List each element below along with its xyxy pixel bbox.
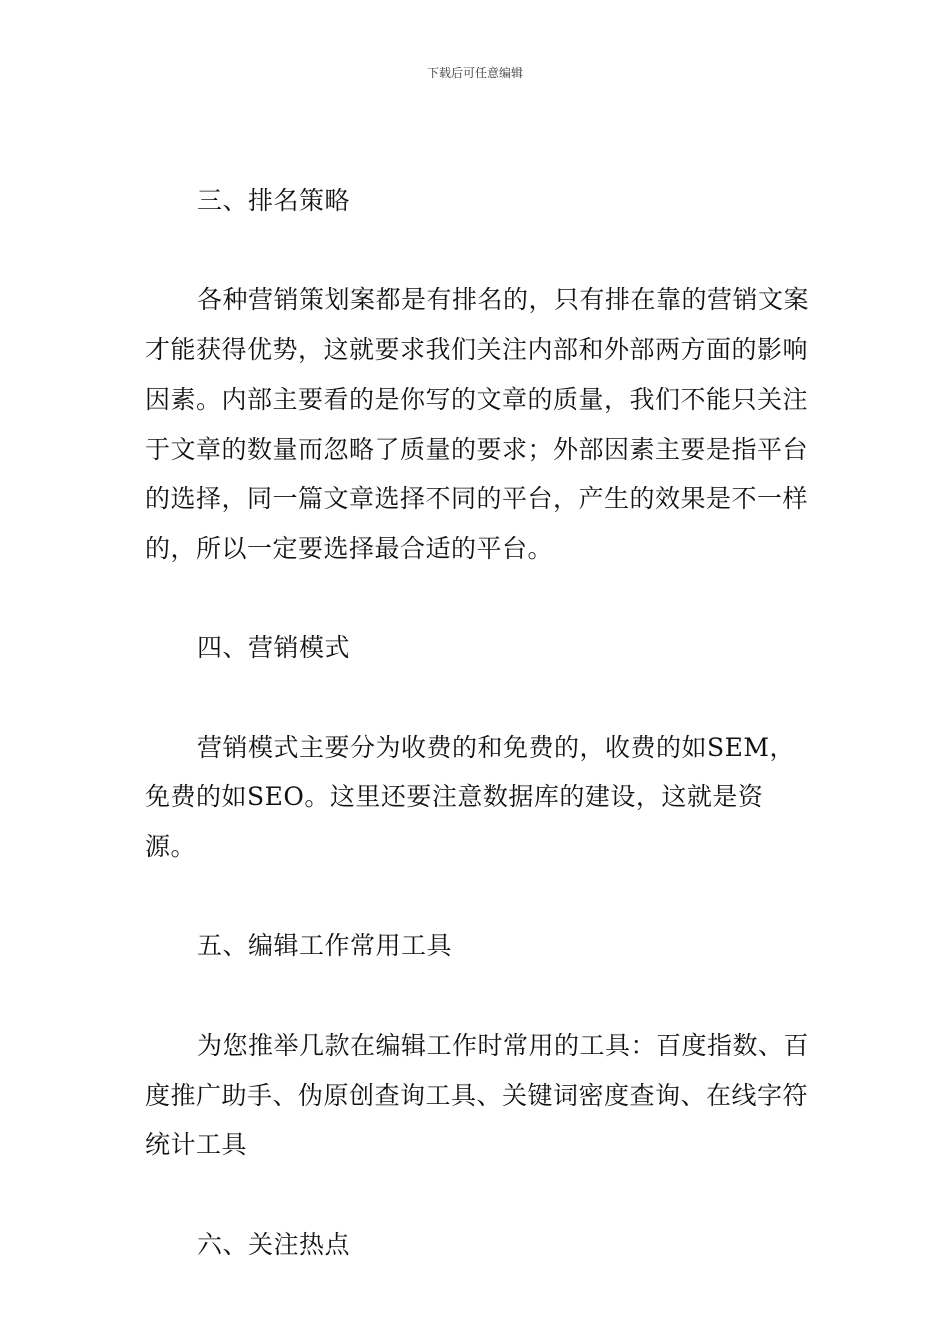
spacer <box>145 971 809 1021</box>
spacer <box>145 574 809 624</box>
section-paragraph-ranking: 各种营销策划案都是有排名的，只有排在靠的营销文案才能获得优势，这就要求我们关注内部和外部两方面的影响因素。内部主要看的是你写的文章的质量，我们不能只关注于文章的数量而忽略了质量的要求；外部因素主要是指平台的选择，同一篇文章选择不同的平台，产生的效果是不一样的，所以一定要选择最合适的平台。 <box>145 285 810 563</box>
section-heading-editing-tools: 五、编辑工作常用工具 <box>197 931 453 961</box>
section-paragraph-editing-tools: 为您推举几款在编辑工作时常用的工具：百度指数、百度推广助手、伪原创查询工具、关键词密度查询、在线字符统计工具 <box>145 1030 810 1160</box>
section-paragraph-marketing-model: 营销模式主要分为收费的和免费的，收费的如SEM，免费的如SEO。这里还要注意数据库的建设，这就是资源。 <box>145 732 795 862</box>
page-header: 下载后可任意编辑 <box>426 66 523 80</box>
document-body <box>145 176 809 1269</box>
section-heading-hot-topics: 六、关注热点 <box>197 1229 351 1259</box>
spacer <box>145 872 809 922</box>
spacer <box>145 673 809 723</box>
section-heading-marketing-model: 四、营销模式 <box>197 633 351 663</box>
spacer <box>145 1170 809 1220</box>
section-heading-ranking: 三、排名策略 <box>197 186 351 215</box>
spacer <box>145 226 809 276</box>
